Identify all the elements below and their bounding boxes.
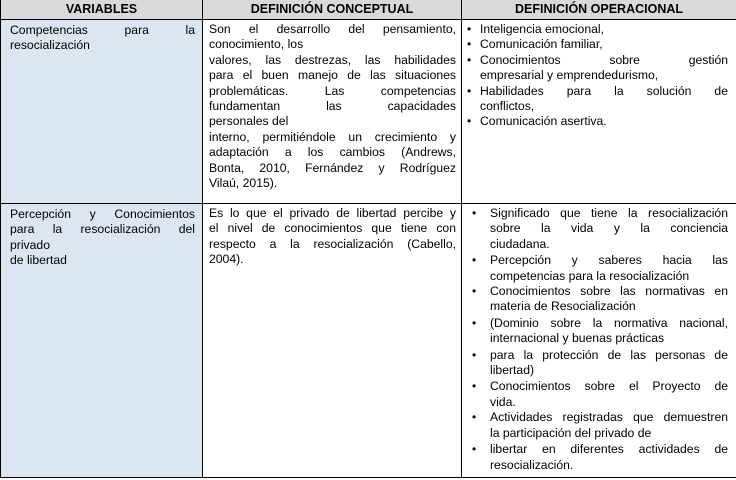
bullet-icon: • (472, 379, 477, 394)
text-line: personales del (209, 114, 289, 129)
bullet-icon: • (472, 206, 477, 220)
list-item (467, 284, 728, 315)
text-line: Inteligencia emocional, (480, 22, 604, 36)
text-line: Percepción y saberes hacia las (490, 253, 728, 268)
text-line: resocialización (10, 38, 90, 53)
text-line: vida. (490, 394, 516, 409)
operational-definition-cell (462, 204, 736, 478)
text-line: Vilaú, 2015). (209, 176, 278, 191)
list-item (467, 114, 728, 129)
text-line: competencias para la resocialización (490, 268, 690, 283)
table-row (1, 204, 736, 478)
list-item (467, 37, 728, 52)
text-line: Actividades registradas que demuestren (490, 410, 728, 425)
text-line: (Dominio sobre la normativa nacional, (490, 315, 728, 330)
text-line: privado (10, 237, 50, 252)
text-line: 2004). (209, 252, 244, 267)
bullet-icon: • (467, 83, 472, 98)
text-line: la participación del privado de (490, 425, 652, 440)
text-line: Percepción y Conocimientos (10, 207, 195, 221)
bullet-icon: • (467, 22, 472, 36)
text-line: el nivel de conocimientos que tiene con (209, 221, 456, 236)
bullet-icon: • (467, 52, 472, 67)
bullet-icon: • (467, 37, 472, 52)
bullet-icon: • (472, 410, 477, 425)
text-line: Es lo que el privado de libertad percibe y (209, 206, 456, 220)
list-item (467, 316, 728, 347)
text-line: valores, las destrezas, las habilidades (209, 52, 456, 67)
text-line: Significado que tiene la resocialización (490, 206, 728, 220)
list-item (467, 253, 728, 284)
list-item (467, 442, 728, 473)
text-line: Conocimientos sobre las normativas en (490, 284, 728, 299)
conceptual-definition-cell (203, 20, 462, 204)
indicator-list (467, 206, 728, 473)
text-line: Comunicación asertiva. (480, 114, 607, 129)
text-line: de libertad (10, 253, 67, 268)
text-line: fundamentan las capacidades (209, 99, 456, 114)
bullet-icon: • (472, 284, 477, 299)
text-line: Habilidades para la solución de (480, 83, 728, 98)
bullet-icon: • (472, 442, 477, 457)
conceptual-definition-cell (203, 204, 462, 478)
text-line: conflictos, (480, 99, 535, 114)
text-line: ciudadana. (490, 236, 550, 251)
operational-definition-cell (462, 20, 736, 204)
text-line: adaptación a los cambios (Andrews, (209, 145, 456, 160)
text-line: respecto a la resocialización (Cabello, (209, 236, 456, 251)
text-line: resocialización. (490, 457, 574, 472)
list-item (467, 410, 728, 441)
text-line: para la protección de las personas de (490, 347, 728, 362)
text-line: sobre la vida y la conciencia (490, 221, 728, 236)
list-item (467, 84, 728, 115)
variable-cell (1, 204, 203, 478)
bullet-icon: • (472, 253, 477, 268)
list-item (467, 206, 728, 252)
text-line: Competencias para la (10, 23, 195, 37)
text-line: Conocimientos sobre gestión (480, 52, 728, 67)
text-line: internacional y buenas prácticas (490, 331, 665, 346)
table-row (1, 20, 736, 204)
text-line: libertar en diferentes actividades de (490, 442, 728, 457)
text-line: para el buen manejo de las situaciones (209, 68, 456, 83)
text-line: para la resocialización del (10, 222, 195, 237)
bullet-icon: • (472, 347, 477, 362)
bullet-icon: • (472, 315, 477, 330)
text-line: Conocimientos sobre el Proyecto de (490, 379, 728, 394)
text-line: problemáticas. Las competencias (209, 83, 456, 98)
header-operational-definition: DEFINICIÓN OPERACIONAL (462, 0, 736, 20)
list-item (467, 22, 728, 37)
indicator-list (467, 22, 728, 130)
variable-cell (1, 20, 203, 204)
list-item (467, 53, 728, 84)
header-conceptual-definition: DEFINICIÓN CONCEPTUAL (203, 0, 462, 20)
text-line: interno, permitiéndole un crecimiento y (209, 129, 456, 144)
list-item (467, 348, 728, 379)
text-line: materia de Resocialización (490, 299, 636, 314)
text-line: Comunicación familiar, (480, 37, 603, 52)
list-item (467, 379, 728, 410)
text-line: Bonta, 2010, Fernández y Rodríguez (209, 160, 456, 175)
text-line: libertad) (490, 363, 535, 378)
bullet-icon: • (467, 114, 472, 129)
header-variables: VARIABLES (1, 0, 203, 20)
text-line: Son el desarrollo del pensamiento, (209, 22, 456, 36)
text-line: empresarial y emprendedurismo, (480, 68, 659, 83)
text-line: conocimiento, los (209, 37, 304, 52)
table-header-row (1, 0, 736, 20)
